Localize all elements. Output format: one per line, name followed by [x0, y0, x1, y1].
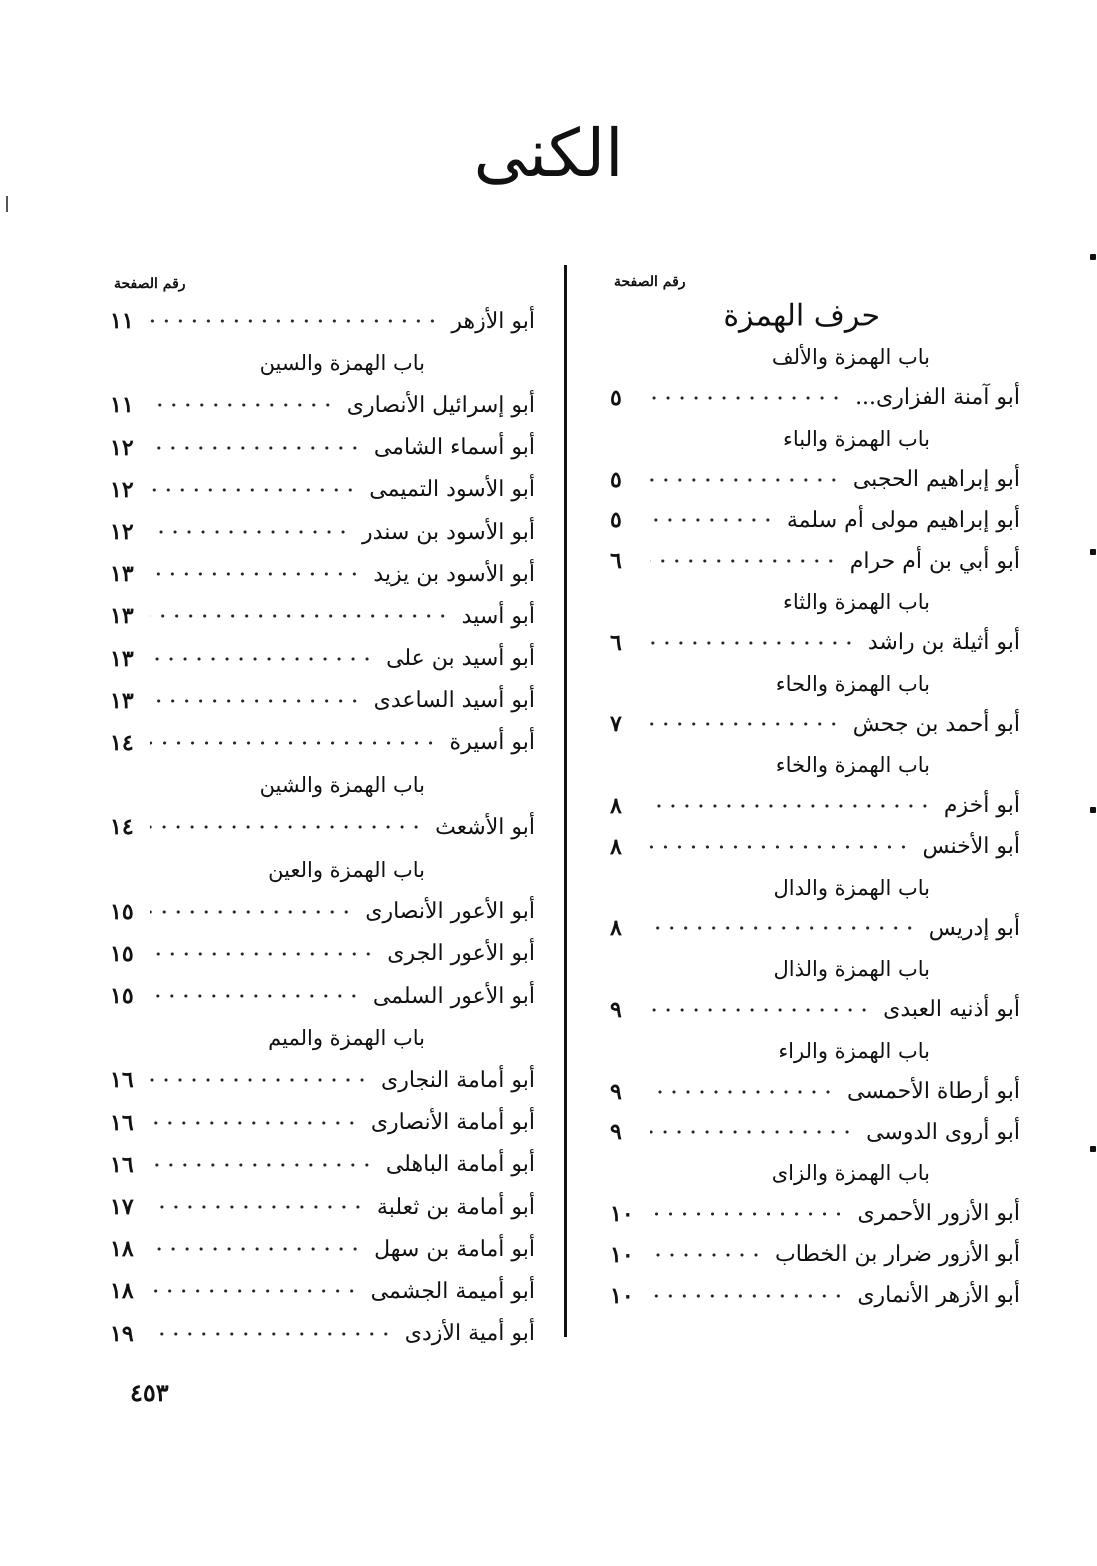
section-heading-row	[610, 867, 1020, 908]
entry-line	[610, 548, 1020, 574]
entry-page-number: ٨	[610, 833, 622, 860]
page-number: ٤٥٣	[130, 1378, 169, 1407]
entry-line	[610, 507, 1020, 533]
entry-page-number: ٦	[610, 629, 622, 656]
index-entry	[610, 786, 1020, 827]
index-entry	[610, 500, 1020, 541]
index-entry	[610, 541, 1020, 582]
entry-name: أبو الأزور ضرار بن الخطاب	[774, 1242, 1020, 1268]
column-header: رقم الصفحة	[114, 276, 186, 292]
section-heading: باب الهمزة والزاى	[771, 1161, 930, 1186]
entry-name: أبو أسيد الساعدى	[373, 688, 535, 714]
entry-line	[110, 519, 535, 545]
section-heading: باب الهمزة والذال	[773, 957, 930, 982]
dot-leader	[650, 999, 871, 1021]
entry-page-number: ١٢	[110, 434, 134, 461]
index-entry	[610, 1234, 1020, 1275]
entry-name: أبو الأزهر	[451, 308, 535, 334]
letter-heading-row	[610, 296, 1020, 337]
entry-page-number: ٧	[610, 711, 622, 738]
entry-name: أبو الأخنس	[922, 834, 1020, 860]
entry-page-number: ٦	[610, 548, 622, 575]
entry-page-number: ٨	[610, 792, 622, 819]
entry-name: أبو أمامة النجارى	[381, 1067, 535, 1093]
entry-page-number: ١٣	[110, 645, 134, 672]
section-heading-row	[610, 949, 1020, 990]
column-header: رقم الصفحة	[614, 274, 686, 290]
index-entry	[610, 1194, 1020, 1235]
entry-line	[610, 834, 1020, 860]
index-entry	[110, 975, 535, 1017]
entry-name: أبو أمامة الباهلى	[385, 1152, 535, 1178]
section-heading: باب الهمزة والخاء	[775, 753, 930, 778]
section-heading: باب الهمزة والراء	[778, 1038, 930, 1063]
index-entry	[610, 378, 1020, 419]
index-entry	[110, 1186, 535, 1228]
entry-page-number: ٩	[610, 1078, 622, 1105]
section-heading: باب الهمزة والدال	[773, 875, 930, 900]
dot-leader	[650, 1203, 846, 1225]
dot-leader	[650, 469, 841, 491]
index-entry	[110, 511, 535, 553]
dot-leader	[150, 1238, 362, 1260]
entry-name: أبو الأسود بن سندر	[362, 519, 535, 545]
dot-leader	[150, 1069, 369, 1091]
entry-line	[610, 915, 1020, 941]
dot-leader	[150, 310, 439, 332]
entry-name: أبو إدريس	[928, 915, 1020, 941]
index-entry	[110, 806, 535, 848]
entry-line	[110, 1321, 535, 1347]
entry-name: أبو آمنة الفزارى...	[855, 385, 1020, 411]
dot-leader	[150, 732, 438, 754]
entry-line	[610, 793, 1020, 819]
index-entry	[610, 1112, 1020, 1153]
entry-line	[610, 1201, 1020, 1227]
dot-leader	[650, 1285, 845, 1307]
dot-leader	[650, 1244, 763, 1266]
entry-line	[610, 1283, 1020, 1309]
entry-name: أبو أثيلة بن راشد	[867, 630, 1020, 656]
entry-page-number: ١١	[110, 308, 134, 335]
entry-page-number: ١١	[110, 392, 134, 419]
entry-line	[110, 1194, 535, 1220]
entry-page-number: ١٥	[110, 940, 134, 967]
entry-line	[610, 467, 1020, 493]
dot-leader	[150, 1280, 359, 1302]
entry-name: أبو الأزور الأحمرى	[857, 1201, 1020, 1227]
edge-mark	[1090, 1146, 1096, 1152]
entry-name: أبو أسيد بن على	[386, 646, 535, 672]
entry-page-number: ٩	[610, 996, 622, 1023]
index-entry	[110, 722, 535, 764]
index-entry	[110, 1144, 535, 1186]
section-heading-row	[110, 848, 535, 890]
entry-name: أبو الأشعث	[435, 814, 535, 840]
entry-line	[110, 561, 535, 587]
entry-name: أبو إبراهيم الحجبى	[852, 467, 1020, 493]
dot-leader	[150, 394, 335, 416]
entry-line	[110, 1067, 535, 1093]
entry-name: أبو الأعور الأنصارى	[365, 899, 535, 925]
entry-page-number: ١٠	[610, 1200, 634, 1227]
entry-line	[110, 730, 535, 756]
dot-leader	[150, 479, 357, 501]
entry-line	[610, 711, 1020, 737]
entry-name: أبو الأسود بن يزيد	[373, 561, 535, 587]
dot-leader	[650, 1121, 854, 1143]
section-heading: باب الهمزة والثاء	[783, 589, 930, 614]
entry-page-number: ٩	[610, 1119, 622, 1146]
edge-mark	[1090, 549, 1096, 555]
dot-leader	[150, 1154, 374, 1176]
dot-leader	[650, 387, 843, 409]
index-entry	[110, 384, 535, 426]
entry-line	[110, 1152, 535, 1178]
section-heading-row	[610, 582, 1020, 623]
dot-leader	[150, 1323, 393, 1345]
index-entry	[610, 990, 1020, 1031]
entry-page-number: ١٣	[110, 687, 134, 714]
entry-page-number: ١٠	[610, 1282, 634, 1309]
letter-heading: حرف الهمزة	[723, 298, 880, 334]
index-entry	[110, 680, 535, 722]
index-entry	[610, 1071, 1020, 1112]
entry-line	[110, 1236, 535, 1262]
dot-leader	[650, 509, 775, 531]
index-entry	[110, 300, 535, 342]
dot-leader	[150, 1196, 365, 1218]
entry-name: أبو الأزهر الأنمارى	[857, 1283, 1020, 1309]
entry-page-number: ١٨	[110, 1278, 134, 1305]
entry-name: أبو أمامة بن ثعلبة	[376, 1194, 535, 1220]
right-column	[610, 268, 1020, 1316]
section-heading-row	[610, 1030, 1020, 1071]
entry-line	[610, 997, 1020, 1023]
section-heading: باب الهمزة والشين	[259, 773, 425, 798]
dot-leader	[150, 690, 362, 712]
section-heading-row	[110, 764, 535, 806]
entry-name: أبو أمية الأزدى	[404, 1321, 535, 1347]
section-heading: باب الهمزة والألف	[771, 345, 930, 370]
dot-leader	[150, 437, 362, 459]
entry-line	[110, 1278, 535, 1304]
section-heading-row	[610, 418, 1020, 459]
section-heading: باب الهمزة والسين	[259, 351, 425, 376]
index-entry	[110, 1102, 535, 1144]
entry-name: أبو أمامة الأنصارى	[370, 1110, 535, 1136]
margin-tick	[6, 196, 8, 212]
section-heading: باب الهمزة والباء	[783, 426, 930, 451]
section-heading-row	[110, 342, 535, 384]
entry-page-number: ١٢	[110, 476, 134, 503]
entry-line	[110, 814, 535, 840]
entry-line	[110, 308, 535, 334]
section-heading-row	[610, 745, 1020, 786]
entry-name: أبو أسيرة	[449, 730, 535, 756]
dot-leader	[650, 795, 932, 817]
entry-page-number: ١٥	[110, 983, 134, 1010]
entry-page-number: ٥	[610, 507, 622, 534]
entry-line	[610, 1119, 1020, 1145]
entry-line	[110, 603, 535, 629]
dot-leader	[150, 816, 423, 838]
entry-name: أبو أميمة الجشمى	[370, 1278, 535, 1304]
entry-page-number: ١٦	[110, 1067, 134, 1094]
edge-mark	[1090, 254, 1096, 260]
dot-leader	[150, 943, 375, 965]
entry-page-number: ٨	[610, 915, 622, 942]
entry-name: أبو أذنيه العبدى	[883, 997, 1020, 1023]
dot-leader	[150, 1112, 359, 1134]
index-entry	[610, 826, 1020, 867]
dot-leader	[150, 605, 450, 627]
entry-page-number: ١٢	[110, 519, 134, 546]
entry-name: أبو إبراهيم مولى أم سلمة	[786, 507, 1020, 533]
left-column	[110, 268, 535, 1355]
entry-page-number: ١٤	[110, 729, 134, 756]
entry-page-number: ٥	[610, 384, 622, 411]
index-entry	[110, 1228, 535, 1270]
index-entry	[610, 1275, 1020, 1316]
section-heading-row	[610, 663, 1020, 704]
entry-line	[110, 646, 535, 672]
page-title: الكنى	[473, 115, 624, 192]
entry-line	[610, 630, 1020, 656]
index-entry	[610, 459, 1020, 500]
section-heading: باب الهمزة والحاء	[775, 671, 930, 696]
entry-page-number: ١٣	[110, 603, 134, 630]
entry-page-number: ١٧	[110, 1194, 134, 1221]
entry-name: أبو أبي بن أم حرام	[849, 548, 1020, 574]
entry-line	[110, 941, 535, 967]
entry-page-number: ١٣	[110, 561, 134, 588]
index-entry	[110, 1313, 535, 1355]
dot-leader	[650, 836, 910, 858]
section-heading: باب الهمزة والعين	[268, 857, 425, 882]
entry-name: أبو الأعور السلمى	[372, 983, 535, 1009]
entry-name: أبو أمامة بن سهل	[374, 1236, 535, 1262]
entry-page-number: ٥	[610, 466, 622, 493]
dot-leader	[650, 917, 917, 939]
entry-name: أبو إسرائيل الأنصارى	[346, 392, 535, 418]
entry-line	[110, 435, 535, 461]
index-entry	[110, 891, 535, 933]
entry-page-number: ١٩	[110, 1320, 134, 1347]
entry-name: أبو أروى الدوسى	[866, 1119, 1020, 1145]
entry-line	[610, 1242, 1020, 1268]
dot-leader	[650, 713, 841, 735]
index-entry	[110, 1270, 535, 1312]
index-entry	[110, 427, 535, 469]
entry-name: أبو أخزم	[943, 793, 1020, 819]
entry-page-number: ١٠	[610, 1241, 634, 1268]
entry-page-number: ١٨	[110, 1236, 134, 1263]
entry-page-number: ١٦	[110, 1109, 134, 1136]
index-entry	[110, 469, 535, 511]
entry-name: أبو الأسود التميمى	[369, 477, 535, 503]
entry-page-number: ١٥	[110, 898, 134, 925]
entry-name: أبو أسيد	[461, 603, 535, 629]
entry-line	[110, 688, 535, 714]
entry-page-number: ١٦	[110, 1151, 134, 1178]
index-entry	[610, 704, 1020, 745]
entry-line	[610, 1079, 1020, 1105]
dot-leader	[650, 632, 856, 654]
entry-line	[110, 392, 535, 418]
section-heading: باب الهمزة والميم	[268, 1026, 425, 1051]
entry-line	[110, 1110, 535, 1136]
section-heading-row	[610, 337, 1020, 378]
dot-leader	[150, 563, 361, 585]
entry-name: أبو الأعور الجرى	[387, 941, 535, 967]
entry-name: أبو أرطاة الأحمسى	[846, 1079, 1020, 1105]
entry-line	[110, 477, 535, 503]
dot-leader	[150, 648, 374, 670]
section-heading-row	[610, 1153, 1020, 1194]
entry-line	[610, 385, 1020, 411]
dot-leader	[650, 550, 838, 572]
dot-leader	[150, 521, 350, 543]
entry-page-number: ١٤	[110, 814, 134, 841]
index-entry	[110, 595, 535, 637]
index-entry	[610, 622, 1020, 663]
index-entry	[110, 933, 535, 975]
entry-name: أبو أحمد بن جحش	[852, 711, 1020, 737]
entry-name: أبو أسماء الشامى	[373, 435, 535, 461]
column-divider	[564, 265, 567, 1337]
entry-line	[110, 983, 535, 1009]
dot-leader	[150, 901, 353, 923]
index-entry	[610, 908, 1020, 949]
index-entry	[110, 553, 535, 595]
entry-line	[110, 899, 535, 925]
section-heading-row	[110, 1017, 535, 1059]
edge-mark	[1090, 807, 1096, 813]
index-entry	[110, 1059, 535, 1101]
dot-leader	[150, 985, 361, 1007]
index-entry	[110, 638, 535, 680]
dot-leader	[650, 1081, 835, 1103]
